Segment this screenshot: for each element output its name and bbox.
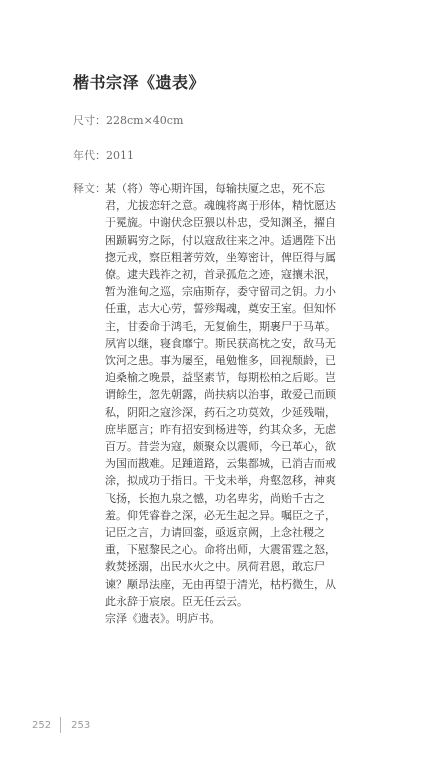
text-line: 任重，志大心劳，誓殄羯魂，奠安王室。但知怀 bbox=[105, 302, 336, 316]
text-line: 重，下慰黎民之心。命将出师，大震雷霆之怒， bbox=[105, 543, 336, 557]
text-line: 主，甘委命于鸿毛，无复偷生，期裹尸于马革。 bbox=[105, 319, 336, 333]
year-text: 年代：2011 bbox=[73, 149, 134, 162]
text-line: 记臣之言，力请回銮，亟返京阙，上念社稷之 bbox=[105, 526, 325, 540]
text-line: 僚。逮夫践祚之初，首录孤危之迹，寇攘未泯， bbox=[105, 268, 336, 282]
signoff-line: 宗泽《遗表》。明庐书。 bbox=[105, 612, 221, 626]
dimensions-text: 尺寸：228cm×40cm bbox=[73, 114, 184, 127]
page-divider bbox=[60, 717, 61, 733]
text-line: 私，阴阳之寇沴深，药石之功莫效，少延残喘， bbox=[105, 405, 336, 419]
text-line: 于冕旒。中谢伏念臣猥以朴忠，受知渊圣，擢自 bbox=[105, 216, 336, 230]
page-title: 楷书宗泽《遗表》 bbox=[73, 73, 206, 92]
transcription-label: 释文： bbox=[73, 182, 106, 195]
text-line: 庶毕愿言；昨有招安到杨进等，约其众多，无虑 bbox=[105, 422, 336, 436]
text-line: 某（将）等心期许国，每输扶厦之忠，死不忘 bbox=[105, 182, 325, 195]
text-line: 谓餘生，忽先朝露，尚扶病以治事，敢爱己而顾 bbox=[105, 388, 336, 402]
text-line: 救焚拯溺，出民水火之中。夙荷君恩，敢忘尸 bbox=[105, 560, 325, 574]
text-line: 此永辞于宸扆。臣无任云云。 bbox=[105, 594, 248, 608]
text-line: 为国而戡难。足踵道路，云集都城，已消吉而戒 bbox=[105, 457, 336, 471]
text-line: 羞。仰凭睿眷之深，必无生起之异。嘱臣之子， bbox=[105, 508, 336, 522]
text-line: 揔元戎，察臣粗著劳效，坐筹密计，俾臣得与属 bbox=[105, 250, 336, 264]
text-line: 飞扬，长抱九泉之憾，功名卑劣，尚贻千古之 bbox=[105, 491, 325, 505]
text-line: 困踬羁穷之际，付以寇敌往来之冲。适遇陛下出 bbox=[105, 233, 336, 247]
text-line: 谏？颙昂法座，无由再望于清光，枯朽微生，从 bbox=[105, 577, 336, 591]
text-line: 君，尤拔恋轩之意。魂魄将离于形体，精忱愿达 bbox=[105, 199, 336, 213]
transcription-text bbox=[105, 180, 371, 627]
text-line: 涂，拟成功于指日。干戈未举，舟壑忽移，神爽 bbox=[105, 474, 336, 488]
page-number-left: 252 bbox=[32, 720, 52, 731]
page-number-right: 253 bbox=[71, 720, 91, 731]
text-line: 夙宵以继，寝食靡宁。斯民获高枕之安，敌马无 bbox=[105, 336, 336, 350]
page-numbers bbox=[32, 717, 90, 733]
text-line: 百万。昔尝为寇，颇聚众以震师，今已革心，欲 bbox=[105, 440, 336, 454]
text-line: 暂为淮甸之巡，宗庙斯存，委守留司之钥。力小 bbox=[105, 285, 336, 299]
text-line: 迫桑榆之晚景，益坚素节，每期松柏之后彫。岂 bbox=[105, 371, 336, 385]
text-line: 饮河之患。事为屡至，黾勉惟多，回视颓龄，已 bbox=[105, 354, 336, 368]
